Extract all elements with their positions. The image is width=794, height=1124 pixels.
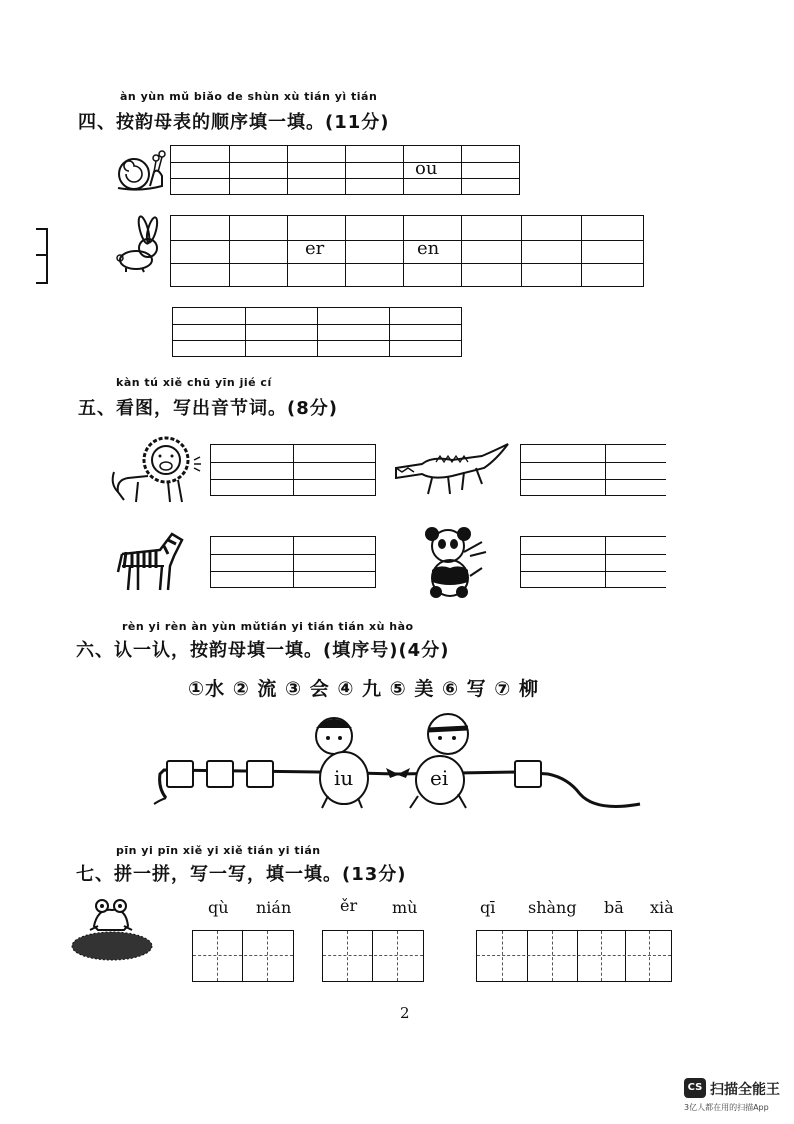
rabbit-image	[112, 212, 168, 274]
sec5-pinyin: kàn tú xiě chū yīn jié cí	[116, 376, 272, 389]
sec5-title: 五、看图，写出音节词。(8分)	[78, 398, 338, 419]
sec4-value-en: en	[417, 238, 440, 259]
py-mu: mù	[392, 898, 418, 917]
watermark-name: 扫描全能王	[710, 1082, 780, 1098]
page-number: 2	[400, 1004, 410, 1022]
sec4-grid-row2[interactable]	[170, 215, 644, 287]
watermark-logo	[684, 1078, 706, 1098]
writing-box-qishangbaxia[interactable]	[476, 930, 672, 982]
sec7-pinyin: pīn yi pīn xiě yi xiě tián yi tián	[116, 844, 321, 857]
binding-tick	[36, 254, 46, 256]
sec5-grid-lion[interactable]	[210, 444, 376, 496]
sec6-title: 六、认一认，按韵母填一填。(填序号)(4分)	[76, 640, 450, 661]
sec5-grid-crocodile[interactable]	[520, 444, 666, 496]
lion-image	[108, 436, 206, 506]
sec4-pinyin: àn yùn mǔ biǎo de shùn xù tián yì tián	[120, 90, 378, 103]
sec5-grid-zebra[interactable]	[210, 536, 376, 588]
py-shang: shàng	[528, 898, 577, 917]
writing-box-qunian[interactable]	[192, 930, 294, 982]
py-nian: nián	[256, 898, 292, 917]
py-qi: qī	[480, 898, 496, 917]
bead-2[interactable]	[206, 760, 234, 788]
crocodile-image	[392, 438, 512, 500]
writing-box-ermu[interactable]	[322, 930, 424, 982]
sec5-grid-panda[interactable]	[520, 536, 666, 588]
sec4-grid-row1[interactable]	[170, 145, 520, 195]
binding-bracket	[36, 228, 48, 284]
sec6-options: ①水 ② 流 ③ 会 ④ 九 ⑤ 美 ⑥ 写 ⑦ 柳	[188, 678, 539, 700]
sec7-title: 七、拼一拼，写一写，填一填。(13分)	[76, 864, 407, 885]
snail-image	[112, 146, 168, 194]
sec4-grid-row3[interactable]	[172, 307, 462, 357]
watermark-tagline: 3亿人都在用的扫描App	[684, 1103, 769, 1112]
sec4-title: 四、按韵母表的顺序填一填。(11分)	[78, 112, 390, 133]
zebra-image	[108, 526, 188, 596]
watermark-logo-text: CS	[687, 1082, 703, 1093]
bead-1[interactable]	[166, 760, 194, 788]
bear2-label: ei	[430, 766, 449, 790]
bead-4[interactable]	[514, 760, 542, 788]
py-qu: qù	[208, 898, 229, 917]
bead-3[interactable]	[246, 760, 274, 788]
frog-image	[68, 894, 158, 966]
py-er: ěr	[340, 896, 358, 915]
sec4-value-er: er	[305, 238, 325, 259]
panda-image	[420, 522, 490, 600]
py-ba: bā	[604, 898, 624, 917]
sec6-pinyin: rèn yi rèn àn yùn mǔtián yi tián tián xù hào	[122, 620, 414, 633]
bear1-label: iu	[334, 766, 354, 790]
sec4-value-ou: ou	[415, 158, 438, 179]
py-xia: xià	[650, 898, 674, 917]
